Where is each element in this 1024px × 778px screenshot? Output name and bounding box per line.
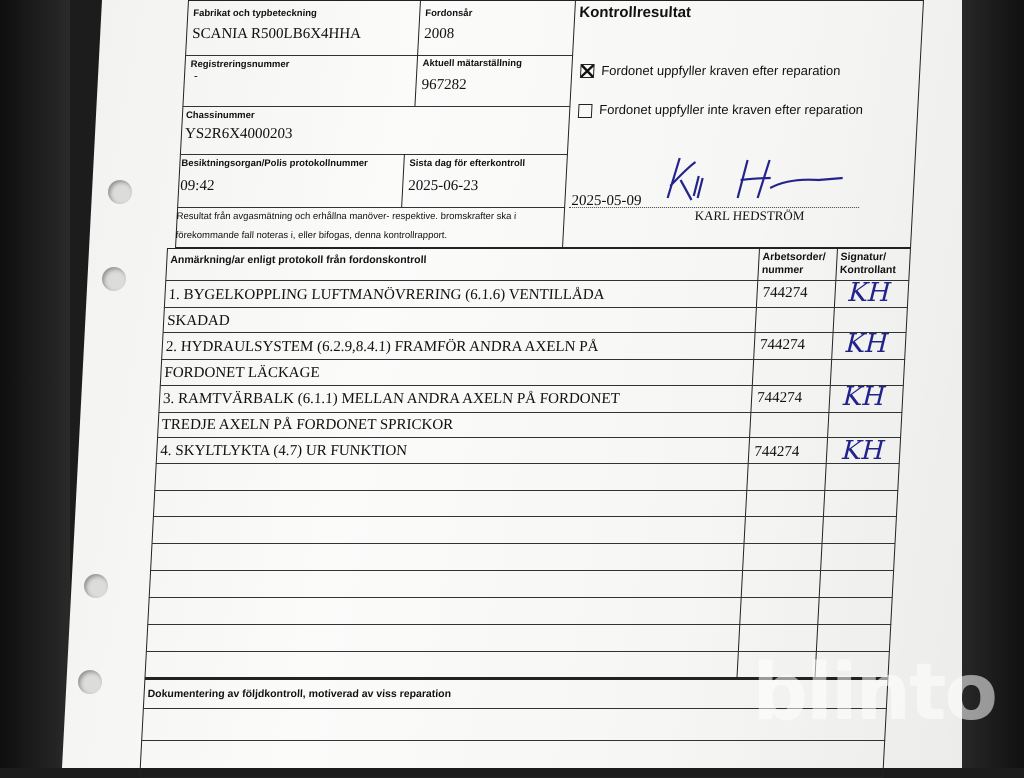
background-left bbox=[0, 0, 70, 768]
punch-hole bbox=[102, 267, 126, 291]
fail-option-label: Fordonet uppfyller inte kraven efter reparation bbox=[598, 102, 864, 117]
order-header-line1: Arbetsorder/ bbox=[762, 251, 826, 263]
sign-row-5: KH bbox=[842, 382, 887, 412]
punch-hole bbox=[84, 574, 108, 598]
deadline-value: 2025-06-23 bbox=[407, 178, 479, 194]
sign-row-7: KH bbox=[841, 436, 886, 466]
sign-header-line2: Kontrollant bbox=[839, 264, 897, 276]
order-header-line2: nummer bbox=[761, 264, 804, 276]
order-header bbox=[761, 251, 825, 277]
note-line-1: Resultat från avgasmätning och erhållna manöver- respektive. bromskrafter ska i bbox=[176, 211, 517, 222]
sign-header-line1: Signatur/ bbox=[840, 251, 887, 263]
year-label: Fordonsår bbox=[425, 8, 473, 19]
deadline-label: Sista dag för efterkontroll bbox=[409, 158, 526, 169]
remark-row-6: TREDJE AXELN PÅ FORDONET SPRICKOR bbox=[161, 417, 454, 433]
chassis-value: YS2R6X4000203 bbox=[184, 126, 293, 142]
remark-row-1: 1. BYGELKOPPLING LUFTMANÖVRERING (6.1.6) VENTILLÅDA bbox=[168, 287, 605, 303]
pass-checkbox[interactable] bbox=[580, 64, 595, 78]
watermark-logo: blinto bbox=[752, 648, 996, 738]
sign-row-3: KH bbox=[845, 329, 889, 359]
result-heading: Kontrollresultat bbox=[578, 4, 692, 21]
punch-hole bbox=[108, 180, 132, 204]
remarks-header: Anmärkning/ar enligt protokoll från fordonskontroll bbox=[170, 254, 427, 266]
make-value: SCANIA R500LB6X4HHA bbox=[191, 26, 362, 42]
check-mark-icon bbox=[581, 65, 594, 77]
make-label: Fabrikat och typbeteckning bbox=[193, 8, 318, 19]
chassis-label: Chassinummer bbox=[185, 110, 255, 121]
meter-label: Aktuell mätarställning bbox=[422, 58, 523, 69]
fail-checkbox[interactable] bbox=[578, 104, 593, 118]
note-line-2: förekommande fall noteras i, eller bifogas, denna kontrollrapport. bbox=[175, 230, 448, 241]
sign-row-1: KH bbox=[847, 278, 892, 308]
remark-row-7: 4. SKYLTLYKTA (4.7) UR FUNKTION bbox=[159, 443, 408, 459]
inspector-name: KARL HEDSTRÖM bbox=[694, 208, 805, 223]
remark-row-3: 2. HYDRAULSYSTEM (6.2.9,8.4.1) FRAMFÖR ANDRA AXELN PÅ bbox=[165, 339, 599, 355]
pass-option-label: Fordonet uppfyller kraven efter reparation bbox=[600, 63, 841, 78]
reg-value: - bbox=[193, 70, 199, 82]
remark-row-2: SKADAD bbox=[166, 313, 231, 329]
inspector-signature bbox=[657, 148, 860, 208]
year-value: 2008 bbox=[423, 26, 455, 42]
order-row-7: 744274 bbox=[753, 444, 800, 460]
result-date: 2025-05-09 bbox=[571, 193, 642, 209]
protocol-value: 09:42 bbox=[179, 178, 215, 194]
followup-label: Dokumentering av följdkontroll, motiverad av viss reparation bbox=[147, 688, 452, 700]
reg-label: Registreringsnummer bbox=[190, 59, 290, 70]
remark-row-4: FORDONET LÄCKAGE bbox=[164, 365, 321, 381]
meter-value: 967282 bbox=[421, 77, 467, 93]
punch-hole bbox=[78, 670, 102, 694]
order-row-1: 744274 bbox=[762, 285, 809, 301]
order-row-5: 744274 bbox=[756, 390, 803, 406]
remark-row-5: 3. RAMTVÄRBALK (6.1.1) MELLAN ANDRA AXELN PÅ FORDONET bbox=[162, 391, 621, 407]
protocol-label: Besiktningsorgan/Polis protokollnummer bbox=[181, 158, 369, 169]
sign-header bbox=[839, 251, 896, 277]
order-row-3: 744274 bbox=[759, 337, 806, 353]
